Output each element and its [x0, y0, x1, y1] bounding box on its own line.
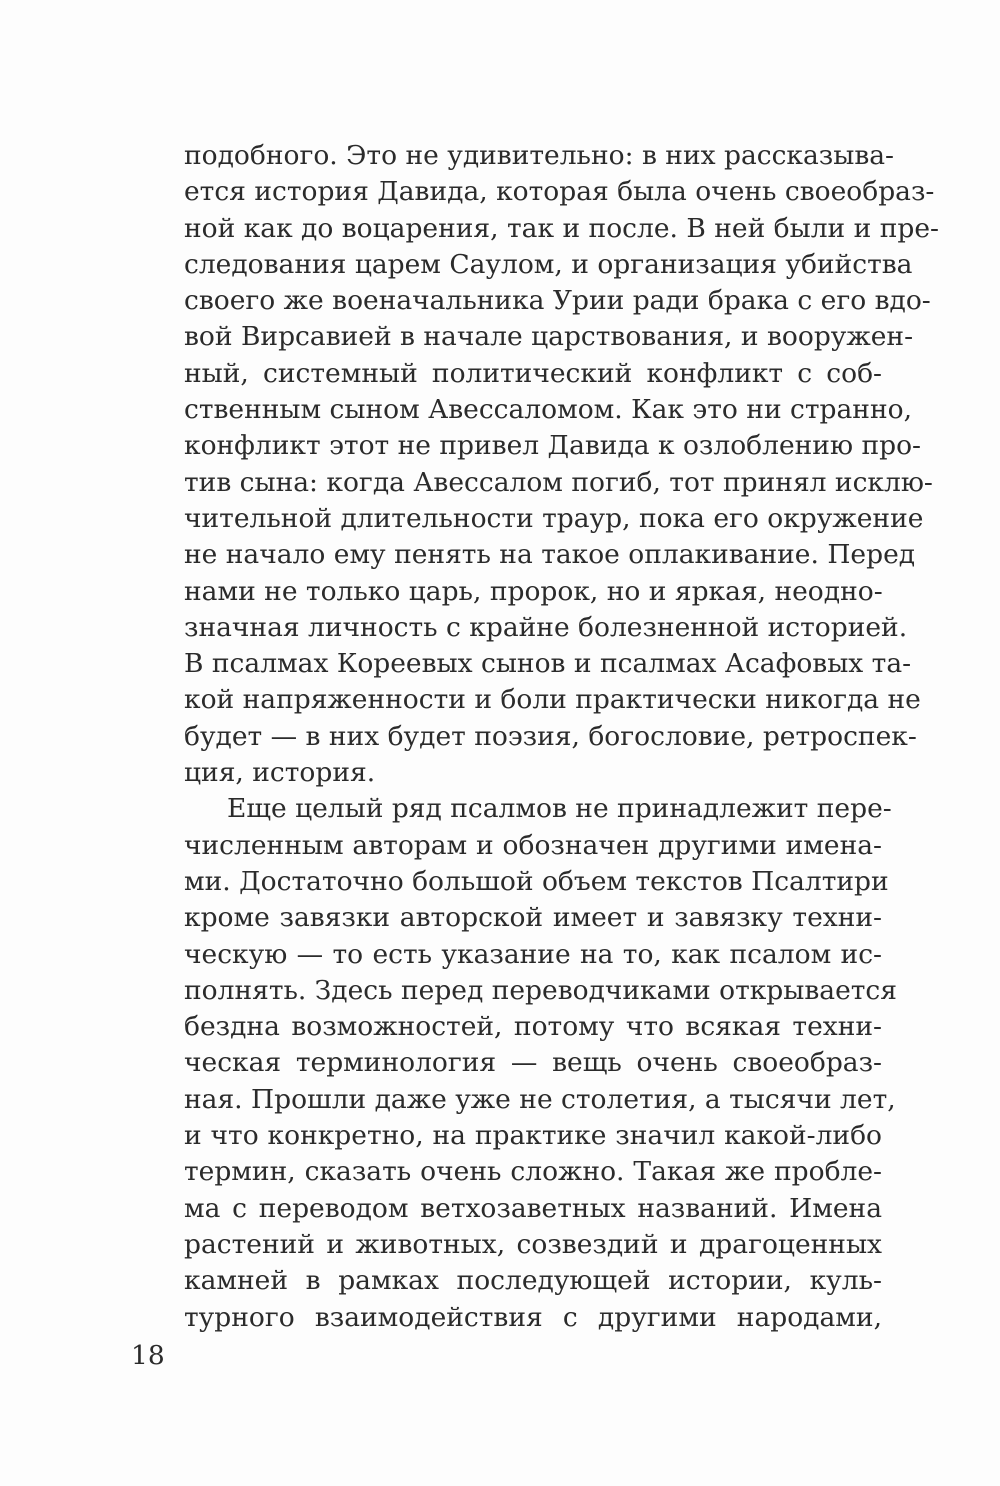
text-line: ма с переводом ветхозаветных названий. Имена [184, 1192, 882, 1224]
text-line: нами не только царь, пророк, но и яркая, неодно- [184, 575, 883, 607]
text-line: будет — в них будет поэзия, богословие, ретроспек- [184, 720, 917, 752]
text-line: полнять. Здесь перед переводчиками открывается [184, 974, 897, 1006]
text-line: термин, сказать очень сложно. Такая же пробле- [184, 1156, 882, 1188]
page-number: 18 [131, 1340, 165, 1371]
text-line: подобного. Это не удивительно: в них рассказыва- [184, 140, 895, 171]
text-line: турного взаимодействия с другими народами, [184, 1301, 882, 1333]
text-line: ется история Давида, которая была очень своеобраз- [184, 176, 935, 208]
text-line: кроме завязки авторской имеет и завязку техни- [184, 902, 882, 934]
text-line: ственным сыном Авессаломом. Как это ни странно, [184, 394, 912, 426]
text-line: ческая терминология — вещь очень своеобраз- [184, 1047, 882, 1079]
text-line: кой напряженности и боли практически никогда не [184, 684, 921, 716]
text-line: конфликт этот не привел Давида к озлоблению про- [184, 430, 921, 462]
text-line: следования царем Саулом, и организация убийства [184, 248, 913, 280]
text-line: своего же военачальника Урии ради брака с его вдо- [184, 285, 931, 317]
text-line: растений и животных, созвездий и драгоценных [184, 1228, 882, 1260]
text-line: значная личность с крайне болезненной историей. [184, 611, 908, 643]
text-line: и что конкретно, на практике значил какой-либо [184, 1120, 882, 1152]
text-line: вой Вирсавией в начале царствования, и вооружен- [184, 321, 914, 353]
text-line: камней в рамках последующей истории, куль- [184, 1265, 882, 1297]
text-line: чительной длительности траур, пока его окружение [184, 502, 924, 534]
text-line: Еще целый ряд псалмов не принадлежит пере- [227, 793, 892, 825]
paragraph-2 [184, 791, 897, 1335]
paragraph-1 [184, 138, 939, 791]
text-line: ная. Прошли даже уже не столетия, а тысячи лет, [184, 1083, 896, 1115]
text-line: ция, история. [184, 757, 376, 789]
text-line: ный, системный политический конфликт с соб- [184, 357, 882, 389]
text-line: ческую — то есть указание на то, как псалом ис- [184, 938, 882, 970]
text-line: численным авторам и обозначен другими имена- [184, 829, 882, 861]
text-line: тив сына: когда Авессалом погиб, тот принял исклю- [184, 466, 933, 498]
text-line: бездна возможностей, потому что всякая техни- [184, 1011, 882, 1043]
text-line: ной как до воцарения, так и после. В ней были и пре- [184, 212, 939, 244]
text-line: В псалмах Кореевых сынов и псалмах Асафовых та- [184, 648, 912, 680]
text-line: ми. Достаточно большой объем текстов Псалтири [184, 865, 889, 897]
text-line: не начало ему пенять на такое оплакивание. Перед [184, 539, 916, 571]
body-text [184, 138, 939, 1336]
